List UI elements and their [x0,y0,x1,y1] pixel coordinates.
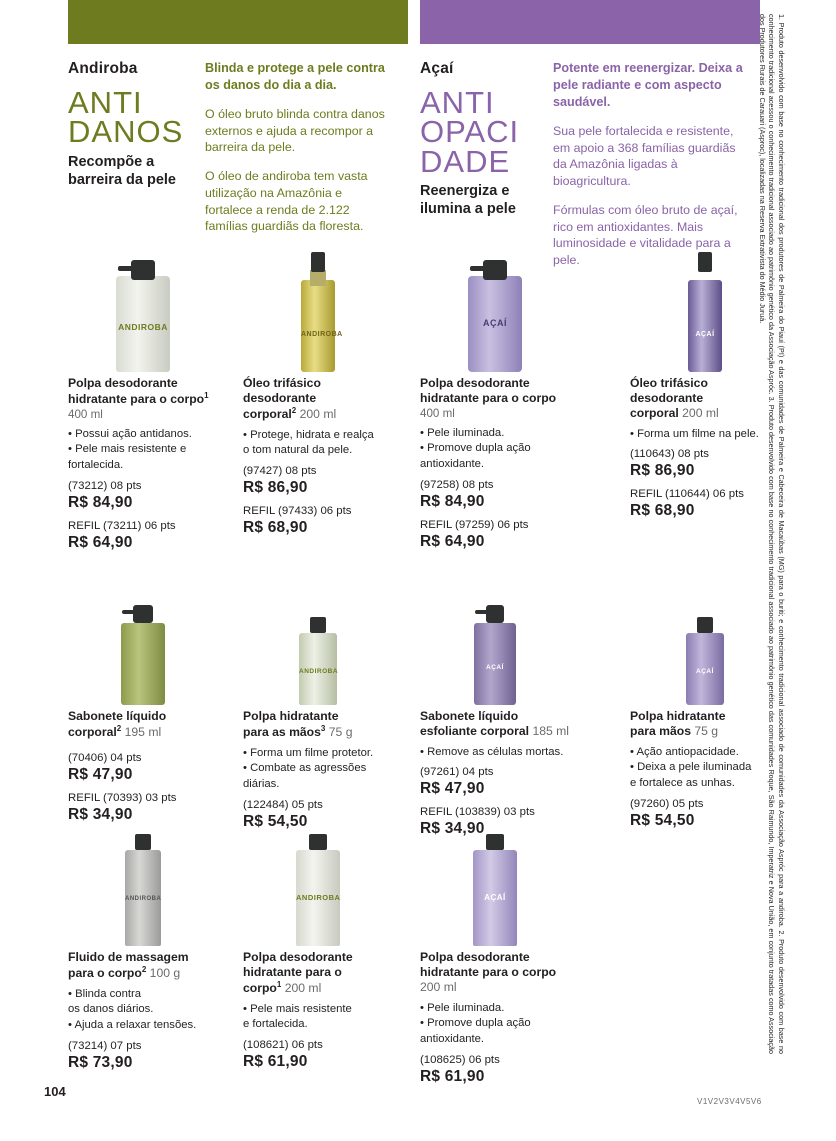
bullet: • Promove dupla ação [420,442,531,455]
product-volume: 200 ml [682,405,719,420]
product-price: R$ 84,90 [420,492,485,510]
product-price: R$ 54,50 [630,811,695,829]
product-volume: 200 ml [299,406,337,421]
product-name-line3: corpo [243,980,277,995]
product-code: (97427) 08 pts [243,465,317,478]
product-volume: 100 g [149,965,181,980]
product-refill-code: REFIL (97259) 06 pts [420,518,529,531]
product-code: (97258) 08 pts [420,478,494,491]
bullet: • Remove as células mortas. [420,745,564,758]
product-name-line1: Polpa desodorante [420,376,530,390]
bullet: • Pele iluminada. [420,426,505,439]
headline-acai-line1: ANTI [420,85,495,120]
product-bullets [68,987,218,1033]
body-andiroba-1: O óleo bruto blinda contra danos externos e ajuda a recompor a barreira da pele. [205,107,385,155]
product-card[interactable] [68,828,218,1072]
lead-andiroba: Blinda e protege a pele contra os danos do dia a dia. [205,61,385,92]
product-volume: 200 ml [284,980,322,995]
bullet: • Protege, hidrata e realça [243,428,374,441]
product-bullets [420,745,570,760]
body-acai-2: Fórmulas com óleo bruto de açaí, rico em antioxidantes. Mais luminosidade e vitalidade para a pele. [553,202,738,268]
product-price: R$ 47,90 [68,765,133,783]
product-price: R$ 54,50 [243,812,308,830]
product-name-line1: Polpa desodorante [68,376,178,390]
top-bar-green [68,0,408,44]
bullet: fortalecida. [68,459,124,472]
product-refill-price: R$ 68,90 [243,519,308,537]
subtitle-andiroba-line1: Recompõe a [68,153,155,170]
page-number: 104 [44,1084,66,1099]
product-name-line2: desodorante [630,390,704,405]
product-price: R$ 86,90 [243,479,308,497]
product-bullets [420,1001,570,1047]
bullet: antioxidante. [420,1032,485,1045]
product-footnote-ref: 1 [276,979,282,989]
product-code: (70406) 04 pts [68,751,142,764]
version-code: V1V2V3V4V5V6 [697,1097,762,1106]
product-card[interactable] [420,828,570,1086]
product-name-line3: corporal [243,406,292,421]
product-volume: 185 ml [532,723,570,738]
product-refill-price: R$ 68,90 [630,502,695,520]
bullet: • Deixa a pele iluminada [630,761,752,774]
bullet: • Pele mais resistente [243,1002,352,1015]
section-andiroba-header [68,60,194,189]
product-code: (108621) 06 pts [243,1039,323,1052]
legal-footnotes: 1. Produto desenvolvido com base no conhecimento tradicional dos produtores de Palmeira do Piauí (PI) e das comunidades de Palmeira e Cabeceira de Macaúbas (MG) para o buriti; e conhecimento tradicional associado de comunidades da Associação Aspróc para a andiroba. 2. Produto desenvolvido com base no conhecimento tradicional acessou o conhecimento tradicional associado ao patrimônio genético da Associação Aspróc. 3. Produto desenvolvido com base no conhecimento tradicional associado ao patrimônio genético das comunidades Roque, São Raimundo, Imperatriz e Nova União, em conjunto tratadas como Associação dos Produtores Rurais de Carauari (Asproc), localizadas na Reserva Extrativista do Médio Juruá. [757,14,787,1054]
product-name-line2: hidratante para o corpo [68,391,205,406]
product-refill-code: REFIL (103839) 03 pts [420,806,535,819]
product-name-line1: Polpa hidratante [243,709,339,723]
product-volume: 200 ml [420,979,457,994]
product-name-line1: Óleo trifásico [630,376,708,390]
product-bullets [68,427,218,473]
product-card[interactable] [243,252,393,537]
product-name-line1: Sabonete líquido [420,709,519,723]
product-volume: 75 g [328,724,353,739]
product-image-pump-bottle-purple: AÇAÍ [420,252,570,372]
product-refill-price: R$ 34,90 [420,820,485,838]
product-image-body-pulp-tube-white: ANDIROBA [243,828,393,946]
headline-andiroba-line2: DANOS [68,114,184,150]
product-code: (122484) 05 pts [243,798,323,811]
bullet: • Possui ação antidanos. [68,427,192,440]
bullet: • Ação antiopacidade. [630,745,739,758]
subtitle-acai-line1: Reenergiza e [420,183,510,200]
product-price: R$ 61,90 [243,1053,308,1071]
product-bullets [243,1002,393,1032]
brand-name-andiroba: Andiroba [68,60,138,77]
product-name-line2: corporal [68,724,117,739]
product-code: (110643) 08 pts [630,448,709,461]
product-price: R$ 86,90 [630,462,695,480]
product-bullets [243,746,393,792]
product-name-line2: para as mãos [243,724,321,739]
product-name-line1: Polpa hidratante [630,709,726,723]
product-image-pump-bottle-white: ANDIROBA [68,252,218,372]
product-name-line2: para mãos [630,723,691,738]
product-price: R$ 84,90 [68,493,133,511]
product-footnote-ref: 3 [320,723,326,733]
product-image-hand-cream-tube-green: ANDIROBA [243,585,393,705]
top-bar-purple [420,0,760,44]
product-refill-code: REFIL (97433) 06 pts [243,505,352,518]
product-price: R$ 73,90 [68,1053,133,1071]
product-volume: 400 ml [420,406,455,420]
product-refill-price: R$ 64,90 [68,533,133,551]
bullet: • Forma um filme na pele. [630,427,759,440]
product-code: (108625) 06 pts [420,1053,500,1066]
product-footnote-ref: 2 [141,964,147,974]
bullet: • Blinda contra [68,987,142,1000]
product-name-line1: Sabonete líquido [68,709,167,723]
bullet: • Combate as agressões [243,762,367,775]
lead-acai: Potente em reenergizar. Deixa a pele radiante e com aspecto saudável. [553,61,743,109]
product-card[interactable] [420,585,570,838]
headline-andiroba-line1: ANTI [68,85,143,120]
product-code: (73214) 07 pts [68,1039,142,1052]
headline-acai-line3: DADE [420,143,511,179]
product-name-line1: Fluido de massagem [68,950,189,964]
body-acai-1: Sua pele fortalecida e resistente, em apoio a 368 famílias guardiãs da Amazônia ligadas à bioagricultura. [553,124,736,189]
product-refill-code: REFIL (73211) 06 pts [68,519,176,532]
product-name-line2: esfoliante corporal [420,723,530,738]
section-acai-header [420,60,546,219]
product-refill-price: R$ 34,90 [68,805,133,823]
bullet: • Pele iluminada. [420,1001,505,1014]
brand-name-acai: Açaí [420,60,454,77]
product-volume: 400 ml [68,407,103,421]
product-name-line2: hidratante para o corpo [420,390,557,405]
product-name-line1: Óleo trifásico [243,376,321,390]
product-name-line2: para o corpo [68,965,142,980]
product-refill-price: R$ 64,90 [420,532,485,550]
product-code: (97260) 05 pts [630,797,704,810]
bullet: o tom natural da pele. [243,444,353,457]
product-name-line2: hidratante para o [243,964,342,979]
product-name-line3: corporal [630,405,679,420]
bullet: antioxidante. [420,458,485,471]
product-card[interactable] [243,828,393,1071]
section-acai-copy [553,60,743,269]
section-andiroba-copy [205,60,385,235]
product-image-oil-bottle-yellow: ANDIROBA [243,252,393,372]
product-code: (97261) 04 pts [420,766,494,779]
bullet: e fortalece as unhas. [630,777,735,790]
product-card[interactable] [68,585,218,824]
bullet: • Pele mais resistente e [68,443,187,456]
product-price: R$ 47,90 [420,780,485,798]
product-image-oil-bottle-purple: AÇAÍ [630,252,780,372]
product-price: R$ 61,90 [420,1067,485,1085]
product-footnote-ref: 1 [204,390,209,400]
product-image-exfoliating-soap-purple: AÇAÍ [420,585,570,705]
product-footnote-ref: 2 [116,723,122,733]
product-image-hand-cream-tube-purple: AÇAÍ [630,585,780,705]
headline-acai-line2: OPACI [420,114,520,150]
product-image-massage-fluid-tube-grey: ANDIROBA [68,828,218,946]
product-volume: 75 g [694,723,719,738]
bullet: os danos diários. [68,1003,154,1016]
product-code: (73212) 08 pts [68,479,142,492]
product-volume: 195 ml [124,724,162,739]
body-andiroba-2: O óleo de andiroba tem vasta utilização na Amazônia e fortalece a renda de 2.122 famílias guardiãs da floresta. [205,169,368,234]
product-footnote-ref: 2 [291,405,297,415]
bullet: e fortalecida. [243,1018,308,1031]
product-refill-code: REFIL (70393) 03 pts [68,791,177,804]
product-bullets [243,428,393,458]
product-name-line1: Polpa desodorante [243,950,353,964]
product-name-line2: hidratante para o corpo [420,964,557,979]
product-card[interactable] [68,252,218,552]
product-image-body-pulp-tube-purple: AÇAÍ [420,828,570,946]
product-card[interactable] [243,585,393,831]
product-card[interactable] [420,252,570,551]
bullet: • Forma um filme protetor. [243,746,374,759]
product-name-line1: Polpa desodorante [420,950,530,964]
bullet: diárias. [243,778,280,791]
bullet: • Promove dupla ação [420,1017,531,1030]
product-bullets [420,426,570,472]
subtitle-andiroba-line2: barreira da pele [68,172,176,188]
product-name-line2: desodorante [243,390,317,405]
subtitle-acai-line2: ilumina a pele [420,201,516,218]
bullet: • Ajuda a relaxar tensões. [68,1019,197,1032]
product-image-liquid-soap-green [68,585,218,705]
product-refill-code: REFIL (110644) 06 pts [630,488,744,501]
